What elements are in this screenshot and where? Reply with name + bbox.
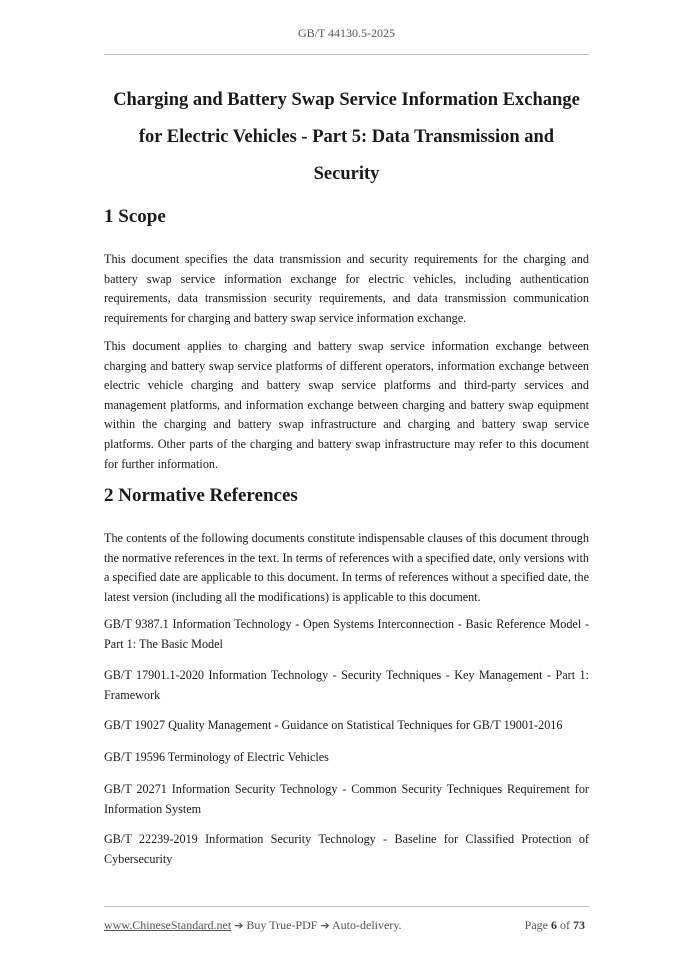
footer-promo (104, 918, 402, 933)
reference-item: GB/T 19027 Quality Management - Guidance on Statistical Techniques for GB/T 19001-2016 (104, 718, 563, 732)
scope-paragraph-1: This document specifies the data transmission and security requirements for the charging and battery swap service information exchange for electric vehicles, including authentication requirements, data transmission security requirements, and data transmission communication requirements for charging and battery swap service information exchange. (104, 252, 589, 325)
header-divider (104, 54, 589, 55)
title-line-1: Charging and Battery Swap Service Information Exchange (113, 90, 580, 110)
arrow-right-icon: ➔ (234, 919, 244, 932)
section-heading-normative-references: 2 Normative References (104, 485, 298, 506)
scope-paragraph-2: This document applies to charging and battery swap service information exchange between charging and battery swap service platforms of different operators, information exchange between electric vehicle charging and battery swap service platforms and third-party services and management platforms, and information exchange between charging and battery swap equipment within the charging and battery swap infrastructure and charging and battery swap service platforms. Other parts of the charging and battery swap infrastructure may refer to this document for further information. (104, 339, 589, 471)
reference-item: GB/T 20271 Information Security Technology - Common Security Techniques Requirement for Information System (104, 782, 589, 816)
section-heading-scope: 1 Scope (104, 206, 166, 227)
buy-pdf-text: Buy True-PDF (246, 918, 318, 932)
page-label: Page (524, 918, 548, 932)
document-title (104, 82, 589, 193)
references-intro-paragraph: The contents of the following documents constitute indispensable clauses of this document through the normative references in the text. In terms of references with a specified date, only versions with a specified date are applicable to this document. In terms of references without a specified date, the latest version (including all the modifications) is applicable to this document. (104, 531, 589, 604)
reference-item: GB/T 22239-2019 Information Security Technology - Baseline for Classified Protection of Cybersecurity (104, 832, 589, 866)
arrow-right-icon: ➔ (320, 919, 330, 932)
reference-item: GB/T 17901.1-2020 Information Technology - Security Techniques - Key Management - Part 1: Framework (104, 668, 589, 702)
footer-divider (104, 906, 589, 907)
page-current: 6 (551, 918, 557, 932)
running-header: GB/T 44130.5-2025 (297, 26, 396, 40)
site-link[interactable]: www.ChineseStandard.net (104, 918, 232, 932)
title-line-3: Security (313, 164, 380, 184)
auto-delivery-text: Auto-delivery. (332, 918, 402, 932)
page-number (525, 918, 585, 933)
title-line-2: for Electric Vehicles - Part 5: Data Transmission and (138, 127, 555, 147)
reference-item: GB/T 9387.1 Information Technology - Open Systems Interconnection - Basic Reference Model - Part 1: The Basic Model (104, 617, 589, 651)
reference-item: GB/T 19596 Terminology of Electric Vehicles (104, 750, 329, 764)
page-total: 73 (573, 918, 585, 932)
of-label: of (560, 918, 570, 932)
